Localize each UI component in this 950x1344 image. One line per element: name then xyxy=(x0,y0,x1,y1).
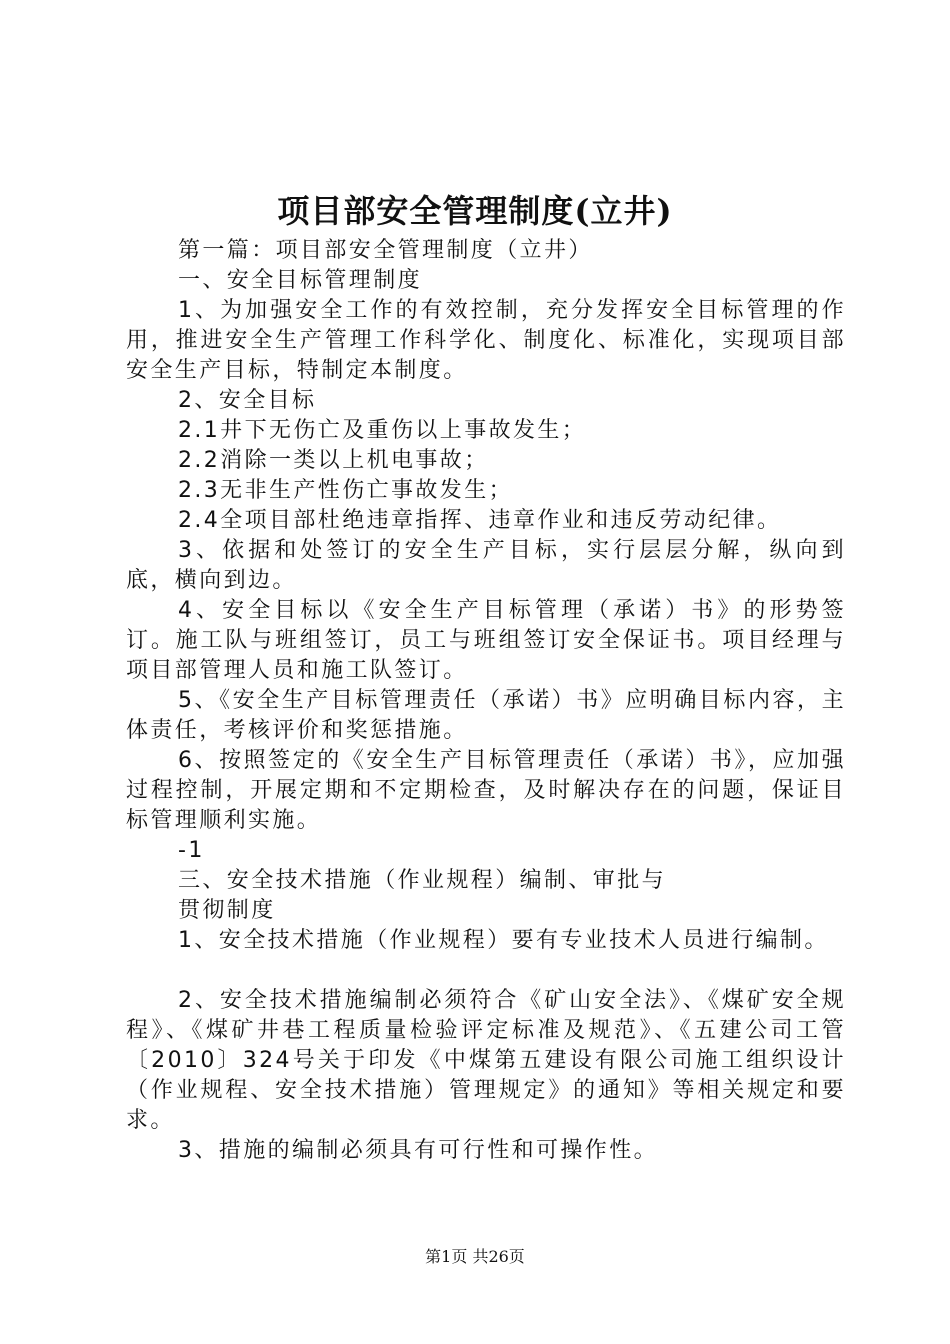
paragraph: 2.2消除一类以上机电事故； xyxy=(178,448,489,473)
paragraph: 2.3无非生产性伤亡事故发生； xyxy=(178,478,513,503)
section-heading: 三、安全技术措施（作业规程）编制、审批与 xyxy=(178,868,667,893)
paragraph: 5、《安全生产目标管理责任（承诺）书》应明确目标内容，主体责任，考核评价和奖惩措施。 xyxy=(126,688,846,743)
paragraph: 2.1井下无伤亡及重伤以上事故发生； xyxy=(178,418,587,443)
paragraph: 1、安全技术措施（作业规程）要有专业技术人员进行编制。 xyxy=(178,928,829,953)
paragraph: 3、依据和处签订的安全生产目标，实行层层分解，纵向到底，横向到边。 xyxy=(126,538,846,593)
paragraph: 第一篇：项目部安全管理制度（立井） xyxy=(178,238,593,263)
page-marker: -1 xyxy=(178,838,205,863)
paragraph: 一、安全目标管理制度 xyxy=(178,268,423,293)
paragraph: 1、为加强安全工作的有效控制，充分发挥安全目标管理的作用，推进安全生产管理工作科学化、制度化、标准化，实现项目部安全生产目标，特制定本制度。 xyxy=(126,298,846,383)
paragraph: 2、安全目标 xyxy=(178,388,317,413)
paragraph: 6、按照签定的《安全生产目标管理责任（承诺）书》，应加强过程控制，开展定期和不定期检查，及时解决存在的问题，保证目标管理顺利实施。 xyxy=(126,748,846,833)
document-body xyxy=(126,236,846,1166)
paragraph: 3、措施的编制必须具有可行性和可操作性。 xyxy=(178,1138,658,1163)
document-title: 项目部安全管理制度(立井) xyxy=(277,192,673,230)
paragraph: 2.4全项目部杜绝违章指挥、违章作业和违反劳动纪律。 xyxy=(178,508,782,533)
paragraph: 2、安全技术措施编制必须符合《矿山安全法》、《煤矿安全规程》、《煤矿井巷工程质量检验评定标准及规范》、《五建公司工管〔2010〕324号关于印发《中煤第五建设有限公司施工组织设计（作业规程、安全技术措施）管理规定》的通知》等相关规定和要求。 xyxy=(126,988,846,1133)
page-footer: 第1页 共26页 xyxy=(425,1247,525,1266)
paragraph: 4、安全目标以《安全生产目标管理（承诺）书》的形势签订。施工队与班组签订，员工与班组签订安全保证书。项目经理与项目部管理人员和施工队签订。 xyxy=(126,598,846,683)
section-heading-continued: 贯彻制度 xyxy=(178,898,276,923)
